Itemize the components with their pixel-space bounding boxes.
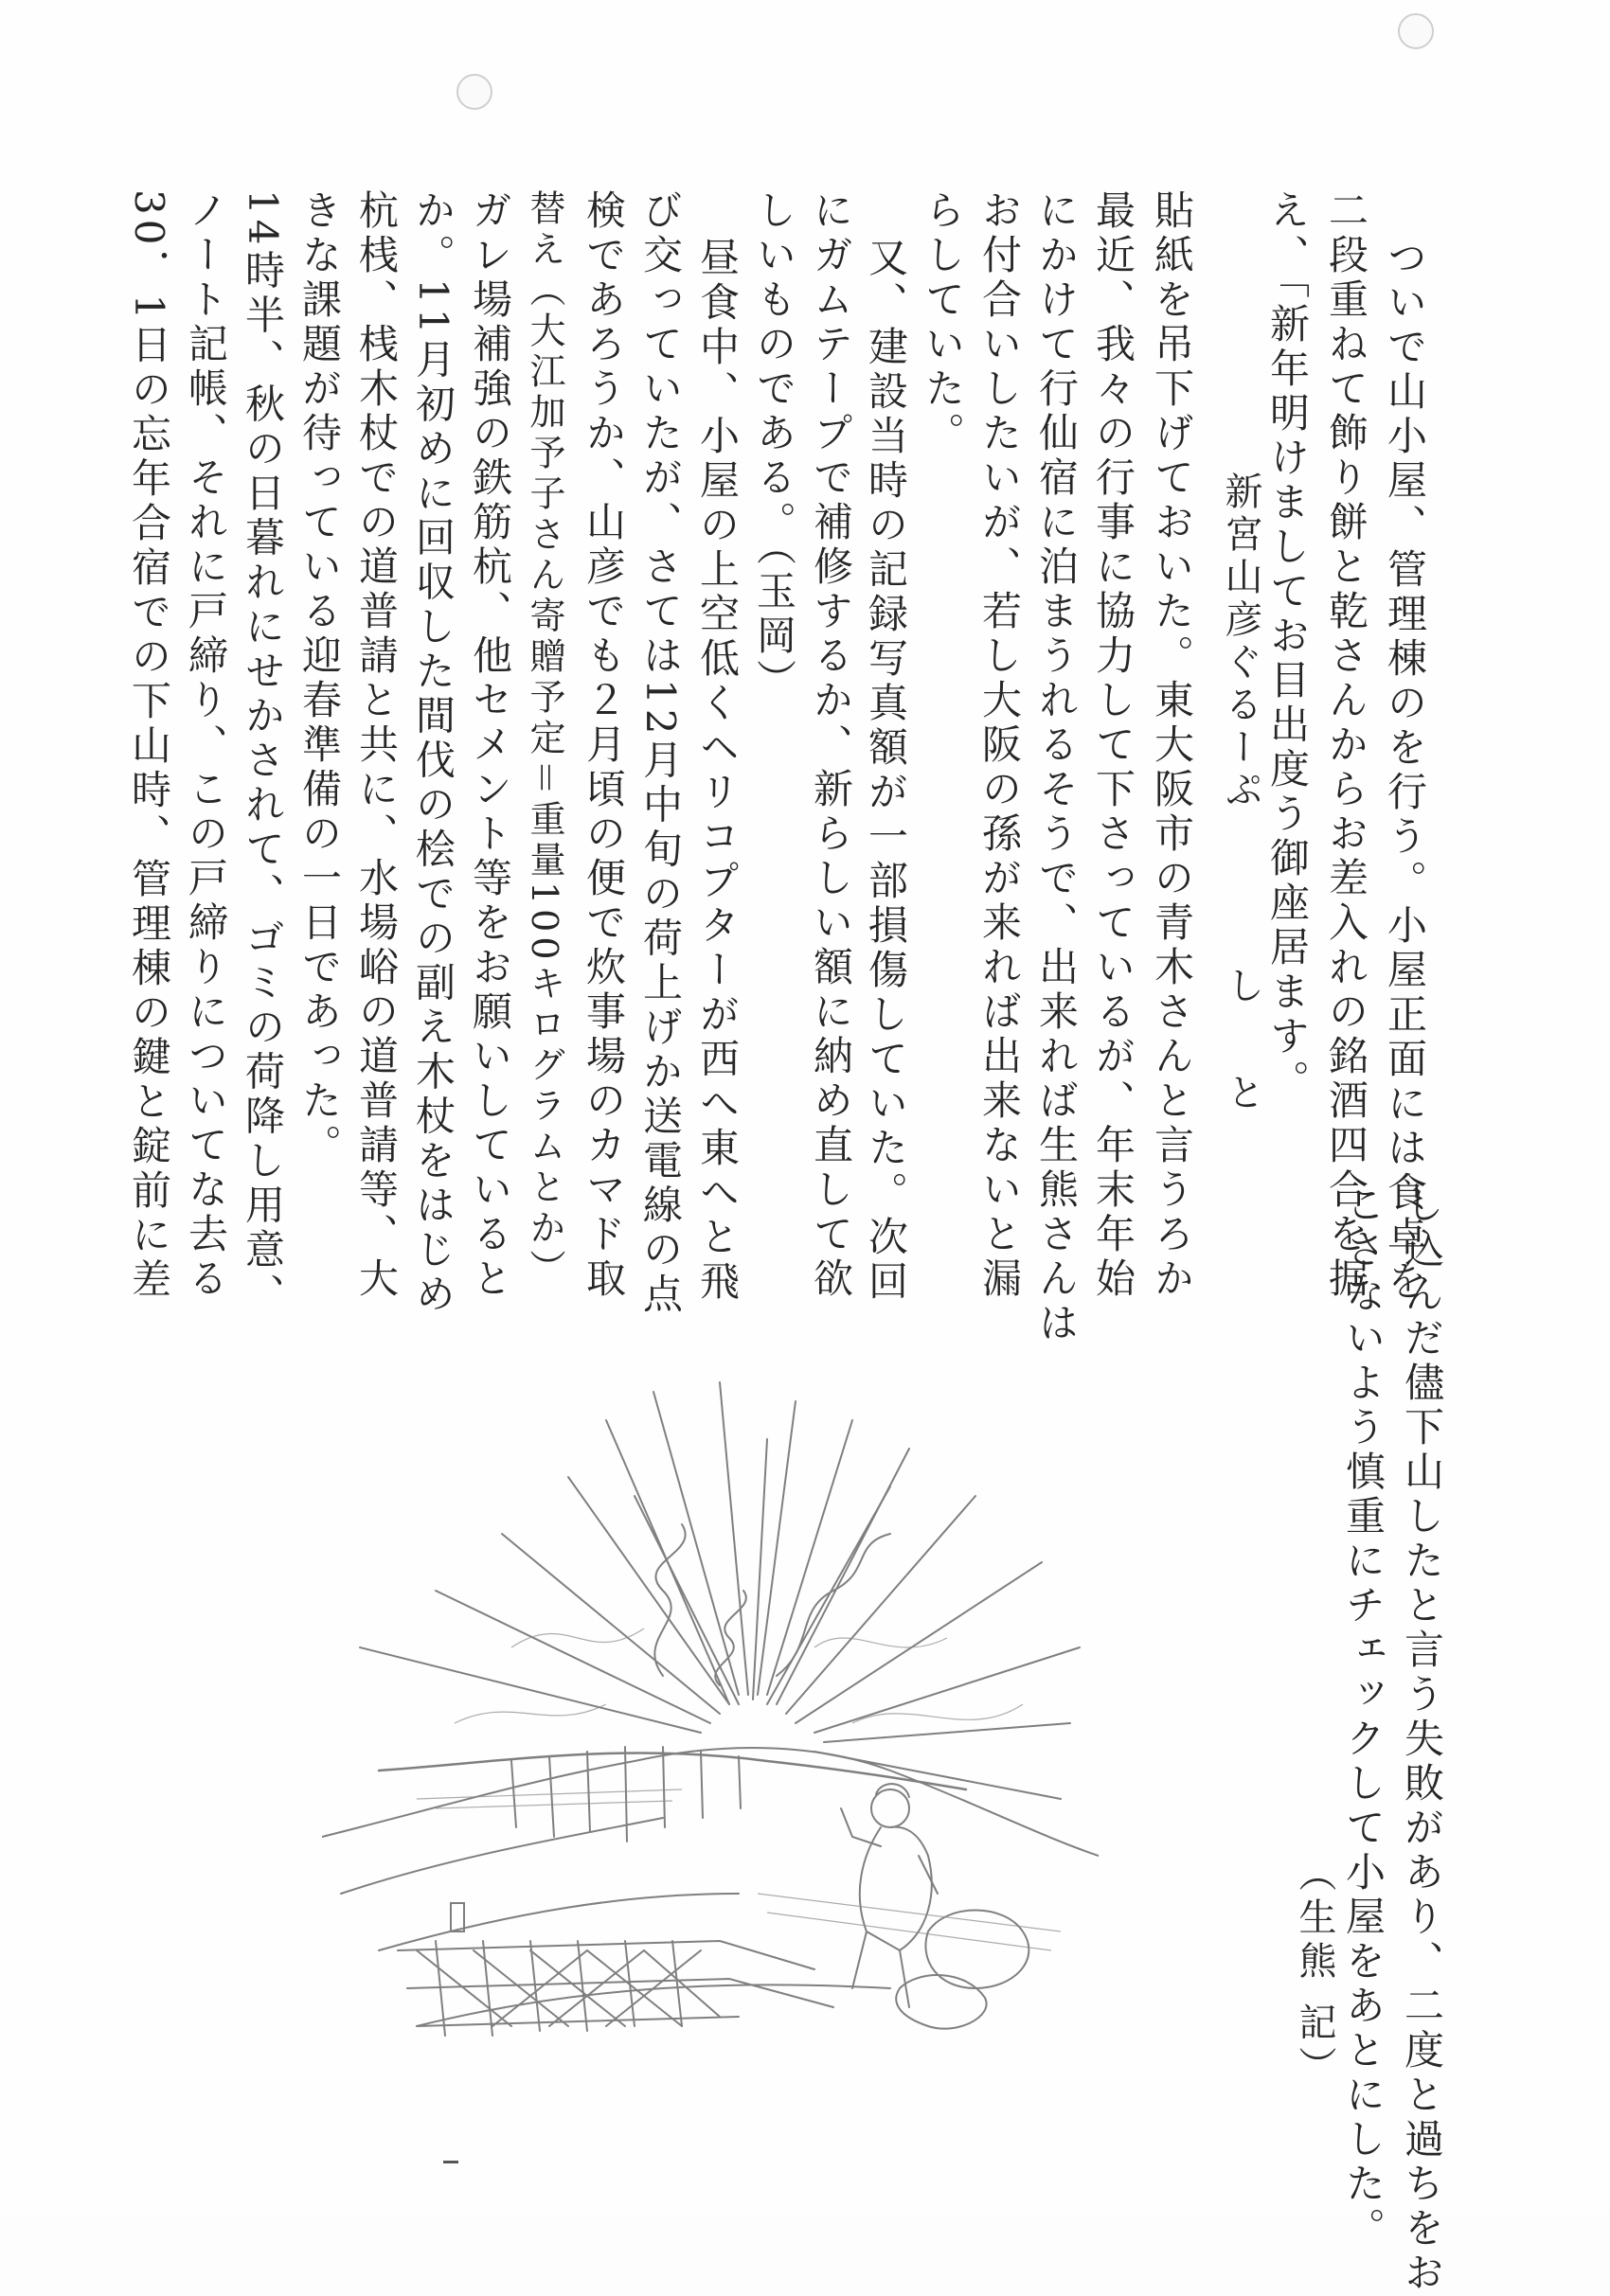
pencil-sketch-illustration: [322, 1363, 1099, 2083]
text-column-22: ノート記帳、それに戸締り、この戸締りについてな去る: [183, 189, 229, 1302]
punch-hole-left: [456, 74, 492, 110]
text-column-6: 最近、我々の行事に協力して下さっているが、年末年始: [1090, 189, 1136, 1302]
continued-column-1: し込んだ儘下山したと言う失敗があり、二度と過ちをお: [1399, 1184, 1445, 2296]
page-mark: [443, 2161, 458, 2163]
text-column-23: 30．1日の忘年合宿での下山時、管理棟の鍵と錠前に差: [126, 189, 172, 1304]
text-column-19: 杭桟、桟木杖での道普請と共に、水場峪の道普請等、大: [353, 189, 400, 1302]
text-column-13: 昼食中、小屋の上空低くヘリコプターが西へ東へと飛: [694, 237, 741, 1305]
text-column-1: ついで山小屋、管理棟のを行う。小屋正面には食卓を: [1382, 237, 1428, 1305]
text-column-10: 又、建設当時の記録写真額が一部損傷していた。次回: [863, 237, 909, 1305]
punch-hole-right: [1398, 13, 1434, 49]
continued-column-2: こさないよう慎重にチェックして小屋をあとにした。: [1340, 1184, 1386, 2252]
text-fragment: し と: [1221, 966, 1264, 1139]
text-column-15: 検であろうか、山彦でも２月頃の便で炊事場のカマド取: [581, 189, 627, 1302]
text-column-2: 二段重ねて飾り餅と乾さんからお差入れの銘酒四合を据: [1323, 189, 1369, 1302]
text-column-7: にかけて行仙宿に泊まうれるそうで、出来れば生熊さんは: [1033, 189, 1080, 1346]
text-column-11: にガムテープで補修するか、新らしい額に納め直して欲: [808, 189, 854, 1302]
text-column-21: 14時半、秋の日暮れにせかされて、ゴミの荷降し用意、: [240, 189, 286, 1318]
text-column-8: お付合いしたいが、若し大阪の孫が来れば出来ないと漏: [976, 189, 1023, 1302]
text-column-14: び交っていたが、さては12月中旬の荷上げか送電線の点: [637, 189, 684, 1318]
text-column-18: か。11月初めに回収した間伐の桧での副え木杖をはじめ: [410, 189, 456, 1318]
text-column-12: しいものである。（玉岡）: [751, 189, 797, 703]
text-column-9: らしていた。: [920, 189, 966, 456]
sketch-svg: [322, 1363, 1099, 2083]
group-name: 新宮山彦ぐるーぷ: [1219, 472, 1262, 812]
text-column-5: 貼紙を吊下げておいた。東大阪市の青木さんと言うろか: [1149, 189, 1195, 1302]
text-column-20: きな課題が待っている迎春準備の一日であった。: [296, 189, 343, 1168]
text-column-17: ガレ場補強の鉄筋杭、他セメント等をお願いしていると: [467, 189, 513, 1302]
text-column-3: え、「新年明けましてお目出度う御座居ます。: [1264, 189, 1311, 1104]
text-column-16: 替え（大江加予子さん寄贈予定＝重量100キログラムとか）: [524, 189, 565, 1290]
author-signature: （生熊 記）: [1293, 1854, 1336, 2090]
